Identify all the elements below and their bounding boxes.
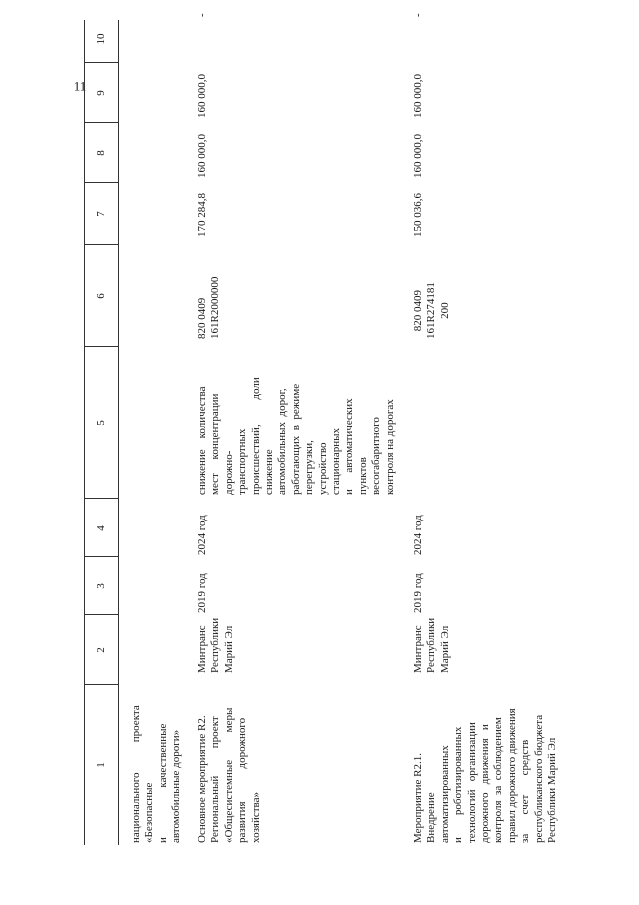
column-header-2: 2 xyxy=(95,647,107,653)
column-divider xyxy=(84,62,118,63)
column-divider xyxy=(84,614,118,615)
column-header-5: 5 xyxy=(95,420,107,426)
budget-code-cell: 820 0409 161R2000000 xyxy=(196,276,222,339)
column-header-3: 3 xyxy=(95,583,107,589)
page-number: 11 xyxy=(73,78,87,94)
amount-cell: 160 000,0 xyxy=(412,134,424,178)
start-year-cell: 2019 год xyxy=(196,573,208,613)
column-divider xyxy=(84,244,118,245)
column-divider xyxy=(84,556,118,557)
column-header-1: 1 xyxy=(95,762,107,768)
row-title-cell: Основное мероприятие R2. Региональный проект «Общесистемные меры развития дорожного хозяйства» xyxy=(196,707,262,843)
column-header-8: 8 xyxy=(95,150,107,156)
row-title-cell: Мероприятие R2.1. Внедрение автоматизированных и роботизированных технологий организации дорожного движения и контроля за соблюдением правил дорожного движения за счет средств республиканского бюджета Республики Марий Эл xyxy=(412,708,559,843)
column-divider xyxy=(84,684,118,685)
amount-cell: 160 000,0 xyxy=(196,74,208,118)
column-divider xyxy=(84,346,118,347)
end-year-cell: 2024 год xyxy=(196,515,208,555)
column-header-10: 10 xyxy=(95,33,107,45)
table-top-rule xyxy=(84,20,85,845)
column-header-9: 9 xyxy=(95,90,107,96)
row-title-cell: национального проекта «Безопасные и качественные автомобильные дороги» xyxy=(130,705,183,843)
dash-cell: - xyxy=(412,13,424,17)
start-year-cell: 2019 год xyxy=(412,573,424,613)
amount-cell: 160 000,0 xyxy=(412,74,424,118)
responsible-cell: Минтранс Республики Марий Эл xyxy=(412,617,451,673)
column-header-6: 6 xyxy=(95,293,107,299)
column-header-7: 7 xyxy=(95,211,107,217)
amount-cell: 150 036,6 xyxy=(412,193,424,237)
column-divider xyxy=(84,182,118,183)
header-bottom-rule xyxy=(118,20,119,845)
column-divider xyxy=(84,498,118,499)
column-header-4: 4 xyxy=(95,525,107,531)
responsible-cell: Минтранс Республики Марий Эл xyxy=(196,617,235,673)
column-divider xyxy=(84,122,118,123)
dash-cell: - xyxy=(196,13,208,17)
end-year-cell: 2024 год xyxy=(412,515,424,555)
amount-cell: 170 284,8 xyxy=(196,193,208,237)
amount-cell: 160 000,0 xyxy=(196,134,208,178)
budget-code-cell: 820 0409 161R274181 200 xyxy=(412,282,451,339)
description-cell: снижение количества мест концентрации дорожно- транспортных происшествий, доли снижение автомобильных дорог, работающих в режиме перегрузки, устройство стационарных и автоматических пунктов весогабаритного контроля на дорогах xyxy=(196,377,396,495)
